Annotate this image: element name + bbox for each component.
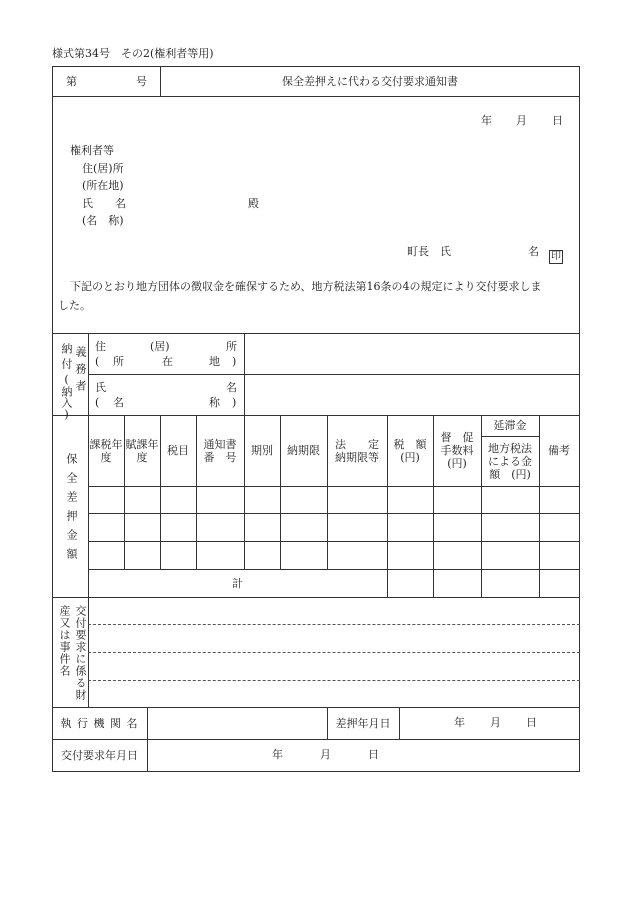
body-text-line1: 下記のとおり地方団体の徴収金を確保するため、地方税法第16条の4の規定により交付要求しま (70, 280, 542, 293)
col-legal-due-line1: 法 定 (335, 437, 379, 451)
sender-mayor: 町長 氏 (407, 245, 451, 258)
taxpayer-address-3: 所 (226, 340, 237, 353)
col-notice-number (196, 415, 244, 486)
col-legal-due (327, 415, 387, 486)
addressee-name: 氏 名 (82, 197, 126, 210)
taxpayer-location-4: 地 (209, 355, 220, 368)
addressee-location: (所在地) (82, 179, 124, 192)
taxpayer-location-3: 在 (162, 355, 173, 368)
honorific: 殿 (248, 197, 259, 210)
date-month: 月 (516, 114, 527, 127)
col-tax-amount-line1: 税 額 (393, 437, 427, 451)
total-label: 計 (232, 576, 243, 590)
col-notice-number-line2: 番 号 (203, 450, 237, 464)
request-date-label: 交付要求年月日 (61, 748, 138, 762)
col-period: 期別 (251, 444, 273, 457)
col-tax-amount-line2: (円) (400, 450, 420, 464)
form-id: 様式第34号 その2(権利者等用) (52, 47, 214, 60)
agency-label: 執 行 機 関 名 (60, 716, 139, 730)
taxpayer-address-2: (居) (150, 340, 170, 353)
request-date-year: 年 (272, 748, 283, 761)
request-date-month: 月 (320, 748, 331, 761)
col-tax-year: 課税年度 (89, 437, 123, 464)
col-legal-due-line2: 納期限等 (335, 450, 379, 464)
col-fee-line3: (円) (447, 457, 467, 470)
request-date-day: 日 (368, 748, 379, 761)
taxpayer-name-3: ( (95, 396, 100, 409)
col-delinquency-sub-line2: による金 (488, 454, 532, 468)
col-remarks: 備考 (548, 444, 570, 457)
seal-text: 印 (551, 251, 561, 262)
addressee-title-name: (名 称) (82, 214, 124, 227)
col-levy-year: 賦課年度 (125, 437, 159, 464)
seizure-date-day: 日 (526, 716, 537, 729)
addressee-address: 住(居)所 (82, 162, 124, 175)
taxpayer-address-1: 住 (95, 340, 106, 353)
taxpayer-name-1: 氏 (95, 381, 106, 394)
property-side-label (56, 605, 88, 705)
number-prefix: 第 (66, 75, 77, 88)
col-due: 納期限 (287, 444, 320, 457)
taxpayer-label-2: 義務者 (74, 346, 87, 397)
col-fee (433, 415, 481, 486)
taxpayer-label-paren: (納入) (60, 373, 73, 421)
property-side-label-text: 交付要求に係る財産又は事件名 (58, 605, 87, 701)
col-delinquency-sub-line3: 額 (円) (489, 467, 531, 481)
seal-mark (549, 244, 563, 264)
seizure-date-month: 月 (490, 716, 501, 729)
taxpayer-location-1: ( (95, 355, 100, 368)
col-tax-amount (387, 415, 433, 486)
col-delinquency-sub-line1: 地方税法 (488, 441, 532, 455)
taxpayer-location-5: ) (232, 355, 237, 368)
taxpayer-name-5: 称 (209, 396, 220, 409)
body-text-line2: した。 (58, 299, 91, 312)
number-suffix: 号 (136, 75, 147, 88)
taxpayer-name-2: 名 (226, 381, 237, 394)
col-fee-line2: 手数料 (440, 444, 474, 457)
addressee-label: 権利者等 (70, 144, 114, 157)
col-tax-item: 税目 (167, 444, 189, 457)
col-fee-line1: 督 促 (440, 431, 474, 444)
date-day: 日 (552, 114, 563, 127)
taxpayer-name-4: 名 (113, 396, 124, 409)
col-delinquency: 延滞金 (493, 419, 527, 432)
form-title: 保全差押えに代わる交付要求通知書 (282, 75, 458, 88)
sender-name-label: 名 (528, 245, 539, 258)
amount-side-label: 保全差押金額 (65, 453, 78, 567)
seizure-date-label: 差押年月日 (335, 716, 391, 730)
col-delinquency-sub (481, 436, 539, 486)
taxpayer-label-1: 納付 (60, 343, 73, 373)
seizure-date-year: 年 (454, 716, 465, 729)
taxpayer-name-6: ) (232, 396, 237, 409)
taxpayer-location-2: 所 (113, 355, 124, 368)
date-year: 年 (481, 114, 492, 127)
col-notice-number-line1: 通知書 (203, 437, 237, 451)
